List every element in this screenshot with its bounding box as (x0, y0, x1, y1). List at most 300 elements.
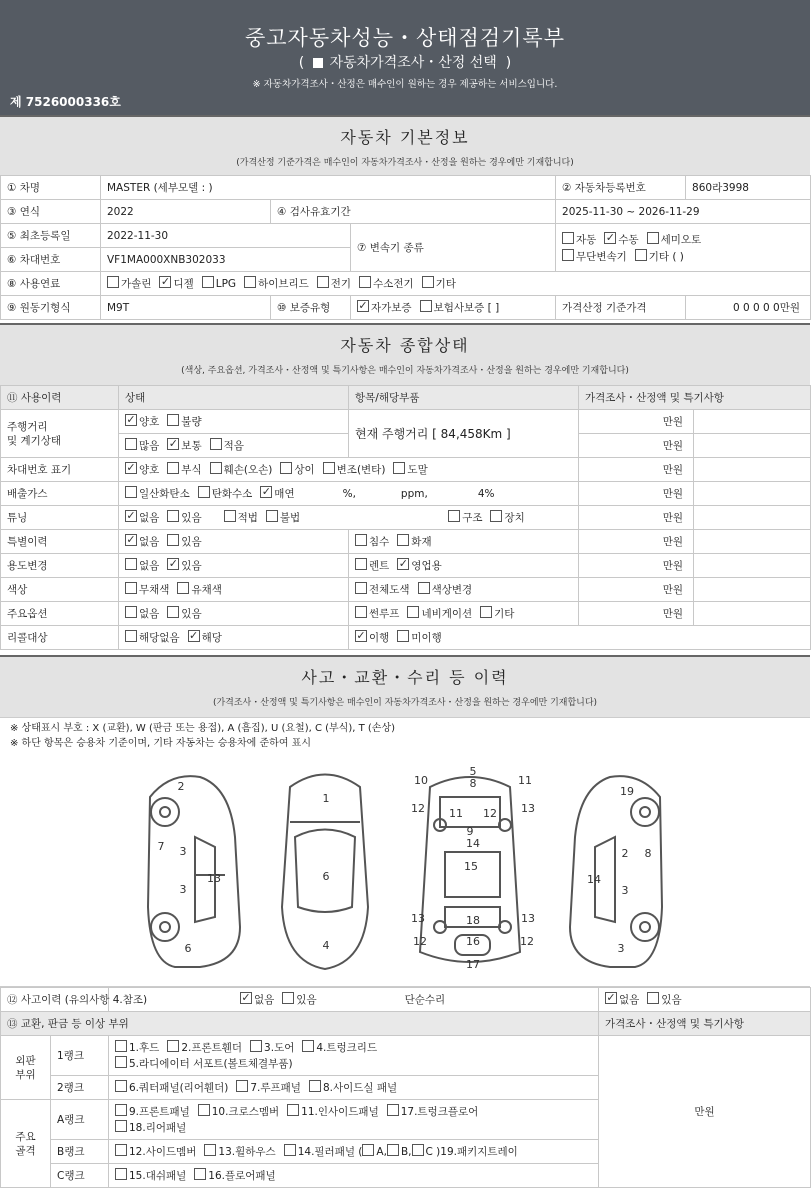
car-diagram (0, 757, 810, 987)
checkbox[interactable] (177, 582, 189, 594)
engine-value: M9T (101, 296, 271, 320)
checkbox[interactable] (323, 462, 335, 474)
opt: 불법 (279, 512, 301, 524)
price-note (694, 458, 811, 482)
opt: 미이행 (411, 632, 442, 644)
opt: 없음 (139, 512, 160, 524)
accident-history-text: ⑫ 사고이력 (유의사항 4.참조) (7, 994, 148, 1006)
trans-opt: 수동 (618, 233, 639, 246)
car-left-side-icon (148, 776, 240, 967)
checkbox-checked[interactable] (125, 534, 137, 546)
part: 17.트렁크플로어 (400, 1105, 479, 1118)
diagram-part-number: 14 (466, 837, 480, 850)
fuel-opt: 가솔린 (121, 278, 152, 290)
rankB-label: B랭크 (51, 1140, 109, 1164)
diagram-part-number: 3 (179, 845, 187, 858)
part: B, (400, 1146, 412, 1158)
main-frame-label: 주요 골격 (1, 1100, 51, 1188)
diagram-part-number: 12 (483, 807, 497, 820)
parts-price-unit: 만원 (599, 1036, 811, 1188)
diagram-part-number: 10 (414, 774, 428, 787)
basic-info-title: 자동차 기본정보 (340, 128, 470, 147)
checkbox[interactable] (387, 1104, 399, 1116)
checkbox[interactable] (412, 1144, 424, 1156)
checkbox-checked[interactable] (125, 510, 137, 522)
diagram-part-number: 15 (464, 860, 478, 873)
opt: 이행 (369, 632, 390, 644)
fuel-opt: 수소전기 (373, 278, 414, 290)
document-title: 중고자동차성능・상태점검기록부 (244, 26, 565, 50)
col-state: 상태 (119, 386, 349, 410)
checkbox[interactable] (125, 630, 137, 642)
checkbox[interactable] (167, 606, 179, 618)
subtitle-text: 자동차가격조사・산정 선택 (329, 55, 497, 71)
checkbox-checked[interactable] (240, 992, 252, 1004)
fuel-opt: 디젤 (173, 278, 194, 290)
mileage-state-1 (119, 410, 349, 434)
opt: 없음 (139, 536, 160, 548)
car-name-value: MASTER (세부모델 : ) (101, 176, 556, 200)
part: 5.라디에이터 서포트(볼트체결부품) (129, 1057, 293, 1070)
part: 18.리어패널 (129, 1121, 187, 1134)
diagram-part-number: 13 (411, 912, 425, 925)
checkbox[interactable] (387, 1144, 399, 1156)
part: 19.패키지트레이 (440, 1146, 518, 1158)
color-state (119, 578, 349, 602)
price-note (694, 578, 811, 602)
opt: 적법 (237, 512, 258, 524)
part: 7.루프패널 (250, 1082, 301, 1094)
part: C ) (425, 1146, 441, 1158)
accident-history-label (1, 988, 148, 1012)
opt: 침수 (369, 536, 390, 548)
vin-label: ⑥ 차대번호 (1, 248, 101, 272)
header-note: ※ 자동차가격조사・산정은 매수인이 원하는 경우 제공하는 서비스입니다. (252, 79, 558, 90)
trans-opt: 기타 ( ) (648, 250, 684, 263)
opt: 있음 (296, 994, 317, 1006)
checkbox[interactable] (280, 462, 292, 474)
checkbox-checked[interactable] (167, 558, 179, 570)
rank1-label: 1랭크 (51, 1036, 109, 1076)
checkbox[interactable] (422, 276, 434, 288)
checkbox[interactable] (418, 582, 430, 594)
overall-subtitle: (색상, 주요옵션, 가격조사・산정액 및 특기사항은 매수인이 자동차가격조사・산정을 원하는 경우에만 기재합니다) (181, 366, 629, 376)
filled-square-icon (313, 58, 323, 68)
opt: 매연 (274, 488, 295, 500)
part: 15.대쉬패널 (129, 1170, 187, 1182)
diagram-part-number: 16 (466, 935, 480, 948)
price-unit: 만원 (579, 434, 694, 458)
fuel-opt: 전기 (330, 278, 352, 290)
special-label: 특별이력 (1, 530, 119, 554)
opt: 있음 (181, 560, 202, 572)
gas-unit: 4% (477, 488, 495, 500)
recall-state (119, 626, 349, 650)
part: 4.트렁크리드 (316, 1041, 378, 1054)
checkbox[interactable] (167, 462, 179, 474)
trans-opt: 무단변속기 (576, 250, 627, 263)
overall-section-header (0, 323, 810, 385)
checkbox[interactable] (224, 510, 236, 522)
color-items (349, 578, 579, 602)
opt: 불량 (181, 416, 202, 428)
overall-table (0, 385, 811, 650)
diagram-part-number: 9 (466, 825, 474, 838)
price-note (694, 554, 811, 578)
price-note (694, 530, 811, 554)
opt: 구조 (462, 512, 483, 524)
checkbox[interactable] (198, 1104, 210, 1116)
fuel-options (101, 272, 811, 296)
part: 13.휠하우스 (218, 1146, 276, 1158)
diagram-part-number: 8 (469, 777, 477, 790)
warranty-opt: 자가보증 (371, 302, 412, 314)
opt: 있음 (181, 536, 202, 548)
diagram-part-number: 12 (413, 935, 427, 948)
gas-label: 배출가스 (1, 482, 119, 506)
legend-note-2: ※ 하단 항목은 승용차 기준이며, 기타 자동차는 승용차에 준하여 표시 (10, 738, 311, 749)
first-reg-label: ⑤ 최초등록일 (1, 224, 101, 248)
basic-info-section-header (0, 115, 810, 175)
diagram-part-number: 2 (621, 847, 629, 860)
checkbox-checked[interactable] (125, 462, 137, 474)
use-label: 용도변경 (1, 554, 119, 578)
plate-options (119, 458, 579, 482)
opt: 없음 (139, 560, 160, 572)
mileage-state-2 (119, 434, 349, 458)
checkbox[interactable] (393, 462, 405, 474)
checkbox[interactable] (302, 1040, 314, 1052)
trans-opt: 자동 (576, 233, 597, 246)
checkbox-checked[interactable] (355, 630, 367, 642)
price-unit: 만원 (579, 602, 694, 626)
diagram-part-number: 19 (620, 785, 634, 798)
part: 11.인사이드패널 (301, 1105, 379, 1118)
part: A, (376, 1146, 387, 1158)
checkbox-checked[interactable] (357, 300, 369, 312)
price-unit: 만원 (579, 410, 694, 434)
price-unit: 만원 (579, 482, 694, 506)
checkbox-checked[interactable] (397, 558, 409, 570)
diagram-part-number: 17 (466, 958, 480, 971)
price-unit: 만원 (579, 506, 694, 530)
car-right-side-icon (570, 776, 662, 967)
checkbox[interactable] (125, 486, 137, 498)
opt: 영업용 (411, 560, 442, 572)
rank1-items (109, 1036, 599, 1076)
mileage-label: 주행거리 및 계기상태 (1, 410, 119, 458)
fuel-opt: LPG (215, 278, 237, 290)
accident-title: 사고・교환・수리 등 이력 (301, 668, 509, 687)
opt: 유채색 (191, 584, 222, 596)
diagram-part-number: 5 (469, 765, 477, 778)
opt: 상이 (294, 464, 315, 476)
checkbox[interactable] (194, 1168, 206, 1180)
parts-price-header: 가격조사・산정액 및 특기사항 (599, 1012, 811, 1036)
checkbox[interactable] (362, 1144, 374, 1156)
car-diagram-svg (0, 757, 810, 987)
tuning-label: 튜닝 (1, 506, 119, 530)
opt: 네비게이션 (421, 608, 473, 620)
rankB-items (109, 1140, 599, 1164)
opt: 도말 (407, 464, 428, 476)
basic-info-table (0, 175, 811, 320)
checkbox-checked[interactable] (159, 276, 171, 288)
opt: 없음 (139, 608, 160, 620)
checkbox-checked[interactable] (605, 992, 617, 1004)
gas-unit: %, (342, 488, 356, 500)
checkbox[interactable] (359, 276, 371, 288)
opt: 썬루프 (369, 608, 400, 620)
part: 2.프론트휀더 (181, 1041, 243, 1054)
checkbox[interactable] (355, 606, 367, 618)
simple-repair-options (599, 988, 811, 1012)
checkbox[interactable] (204, 1144, 216, 1156)
checkbox[interactable] (562, 249, 574, 261)
price-unit: 만원 (579, 530, 694, 554)
col-item: 항목/해당부품 (349, 386, 579, 410)
document-subtitle (0, 52, 810, 72)
diagram-part-number: 6 (184, 942, 192, 955)
part: 3.도어 (264, 1041, 295, 1054)
diagram-part-number: 11 (518, 774, 532, 787)
diagram-part-number: 12 (411, 802, 425, 815)
recall-items (349, 626, 811, 650)
col-price: 가격조사・산정액 및 특기사항 (579, 386, 811, 410)
checkbox[interactable] (167, 414, 179, 426)
warranty-opt: 보험사보증 [ ] (433, 302, 500, 314)
opt: 렌트 (369, 560, 390, 572)
rankA-items (109, 1100, 599, 1140)
checkbox[interactable] (282, 992, 294, 1004)
checkbox[interactable] (115, 1056, 127, 1068)
inspection-period-label: ④ 검사유효기간 (271, 200, 556, 224)
transmission-options (556, 224, 811, 272)
accident-section-header (0, 655, 810, 717)
checkbox[interactable] (647, 992, 659, 1004)
checkbox[interactable] (107, 276, 119, 288)
gas-options (119, 482, 579, 506)
checkbox[interactable] (562, 232, 574, 244)
plate-label: 차대번호 표기 (1, 458, 119, 482)
option-label: 주요옵션 (1, 602, 119, 626)
year-label: ③ 연식 (1, 200, 101, 224)
record-number: 제 7526000336호 (10, 95, 121, 109)
paren-close: ) (505, 55, 512, 71)
diagram-part-number: 13 (521, 912, 535, 925)
opt: 기타 (494, 608, 515, 620)
inspection-period-value: 2025-11-30 ~ 2026-11-29 (556, 200, 811, 224)
vin-value: VF1MA000XNB302033 (101, 248, 351, 272)
warranty-label: ⑩ 보증유형 (271, 296, 351, 320)
part: 16.플로어패널 (208, 1170, 276, 1182)
opt: 탄화수소 (211, 488, 253, 500)
diagram-part-number: 8 (644, 847, 652, 860)
diagram-part-number: 13 (207, 872, 221, 885)
checkbox-checked[interactable] (188, 630, 200, 642)
part: 14.필러패널 ( (297, 1146, 363, 1158)
opt: 색상변경 (431, 584, 473, 596)
price-note (694, 434, 811, 458)
checkbox[interactable] (115, 1120, 127, 1132)
gas-unit: ppm, (400, 488, 428, 500)
diagram-part-number: 14 (587, 873, 601, 886)
overall-title: 자동차 종합상태 (340, 336, 470, 355)
checkbox[interactable] (244, 276, 256, 288)
accident-history-row (109, 988, 599, 1012)
checkbox-checked[interactable] (260, 486, 272, 498)
checkbox[interactable] (236, 1080, 248, 1092)
rank2-label: 2랭크 (51, 1076, 109, 1100)
paren-open: ( (298, 55, 305, 71)
checkbox[interactable] (448, 510, 460, 522)
opt: 양호 (139, 416, 160, 428)
diagram-part-number: 1 (322, 792, 330, 805)
outer-parts-label: 외판 부위 (1, 1036, 51, 1100)
opt: 양호 (139, 464, 160, 476)
price-unit: 만원 (579, 578, 694, 602)
part: 10.크로스멤버 (211, 1105, 280, 1118)
checkbox[interactable] (115, 1168, 127, 1180)
diagram-part-number: 4 (322, 939, 330, 952)
option-items (349, 602, 579, 626)
part: 6.쿼터패널(리어휀더) (129, 1082, 229, 1094)
checkbox[interactable] (407, 606, 419, 618)
legend-note-1: ※ 상태표시 부호 : X (교환), W (판금 또는 용접), A (흠집), U (요철), C (부식), T (손상) (10, 723, 396, 734)
price-note (694, 410, 811, 434)
checkbox[interactable] (125, 438, 137, 450)
opt: 화재 (411, 536, 432, 548)
fuel-opt: 하이브리드 (258, 278, 309, 290)
checkbox[interactable] (167, 534, 179, 546)
checkbox[interactable] (210, 462, 222, 474)
checkbox[interactable] (115, 1144, 127, 1156)
opt: 해당없음 (139, 632, 180, 644)
rankA-label: A랭크 (51, 1100, 109, 1140)
price-unit: 만원 (579, 458, 694, 482)
rank2-items (109, 1076, 599, 1100)
opt: 전체도색 (369, 584, 410, 596)
checkbox[interactable] (480, 606, 492, 618)
color-label: 색상 (1, 578, 119, 602)
checkbox[interactable] (115, 1080, 127, 1092)
checkbox[interactable] (167, 510, 179, 522)
diagram-part-number: 3 (621, 884, 629, 897)
checkbox[interactable] (198, 486, 210, 498)
opt: 훼손(오손) (223, 464, 273, 476)
tuning-options (119, 506, 579, 530)
price-unit: 만원 (579, 554, 694, 578)
checkbox[interactable] (284, 1144, 296, 1156)
opt: 없음 (254, 994, 275, 1006)
checkbox-checked[interactable] (125, 414, 137, 426)
checkbox[interactable] (397, 534, 409, 546)
checkbox[interactable] (210, 438, 222, 450)
simple-repair-label: 단순수리 (404, 994, 446, 1006)
diagram-part-number: 3 (617, 942, 625, 955)
checkbox[interactable] (490, 510, 502, 522)
opt: 변조(변타) (336, 464, 386, 476)
accident-table (0, 987, 811, 1188)
checkbox[interactable] (115, 1104, 127, 1116)
checkbox[interactable] (125, 606, 137, 618)
price-value: 0 0 0 0 0만원 (686, 296, 811, 320)
transmission-label: ⑦ 변속기 종류 (351, 224, 556, 272)
checkbox[interactable] (287, 1104, 299, 1116)
part: 1.후드 (129, 1041, 160, 1054)
recall-label: 리콜대상 (1, 626, 119, 650)
checkbox-checked[interactable] (167, 438, 179, 450)
diagram-part-number: 13 (521, 802, 535, 815)
price-note (694, 506, 811, 530)
trans-opt: 세미오토 (660, 233, 702, 246)
first-reg-value: 2022-11-30 (101, 224, 351, 248)
use-state (119, 554, 349, 578)
checkbox[interactable] (167, 1040, 179, 1052)
opt: 있음 (181, 512, 202, 524)
opt: 해당 (201, 632, 222, 644)
special-items (349, 530, 579, 554)
part: 12.사이드멤버 (129, 1146, 197, 1158)
checkbox[interactable] (647, 232, 659, 244)
opt: 부식 (181, 464, 202, 476)
checkbox[interactable] (635, 249, 647, 261)
opt: 있음 (661, 994, 682, 1006)
rankC-label: C랭크 (51, 1164, 109, 1188)
opt: 무채색 (139, 584, 170, 596)
price-note (694, 602, 811, 626)
mileage-value: 현재 주행거리 [ 84,458Km ] (349, 410, 579, 458)
checkbox[interactable] (355, 534, 367, 546)
year-value: 2022 (101, 200, 271, 224)
parts-label: ⑬ 교환, 판금 등 이상 부위 (1, 1012, 599, 1036)
checkbox[interactable] (250, 1040, 262, 1052)
checkbox[interactable] (115, 1040, 127, 1052)
checkbox[interactable] (266, 510, 278, 522)
document-header (0, 0, 810, 115)
basic-info-subtitle: (가격산정 기준가격은 매수인이 자동차가격조사・산정을 원하는 경우에만 기재합니다) (236, 158, 574, 168)
checkbox[interactable] (420, 300, 432, 312)
diagram-part-number: 12 (520, 935, 534, 948)
checkbox[interactable] (125, 558, 137, 570)
checkbox[interactable] (355, 582, 367, 594)
part: 8.사이드실 패널 (322, 1082, 398, 1094)
fuel-label: ⑧ 사용연료 (1, 272, 101, 296)
reg-number-label: ② 자동차등록번호 (556, 176, 686, 200)
fuel-opt: 기타 (435, 278, 456, 290)
opt: 없음 (619, 994, 640, 1006)
checkbox[interactable] (317, 276, 329, 288)
part: 9.프론트패널 (129, 1105, 190, 1118)
opt: 있음 (181, 608, 202, 620)
checkbox[interactable] (355, 558, 367, 570)
option-state (119, 602, 349, 626)
car-name-label: ① 차명 (1, 176, 101, 200)
warranty-options (351, 296, 556, 320)
legend-notes (0, 717, 810, 757)
checkbox[interactable] (397, 630, 409, 642)
checkbox-checked[interactable] (604, 232, 616, 244)
opt: 많음 (139, 440, 160, 452)
rankC-items (109, 1164, 599, 1188)
checkbox[interactable] (202, 276, 214, 288)
use-items (349, 554, 579, 578)
diagram-part-number: 18 (466, 914, 480, 927)
opt: 보통 (181, 440, 202, 452)
diagram-part-number: 11 (449, 807, 463, 820)
checkbox[interactable] (125, 582, 137, 594)
checkbox[interactable] (309, 1080, 321, 1092)
